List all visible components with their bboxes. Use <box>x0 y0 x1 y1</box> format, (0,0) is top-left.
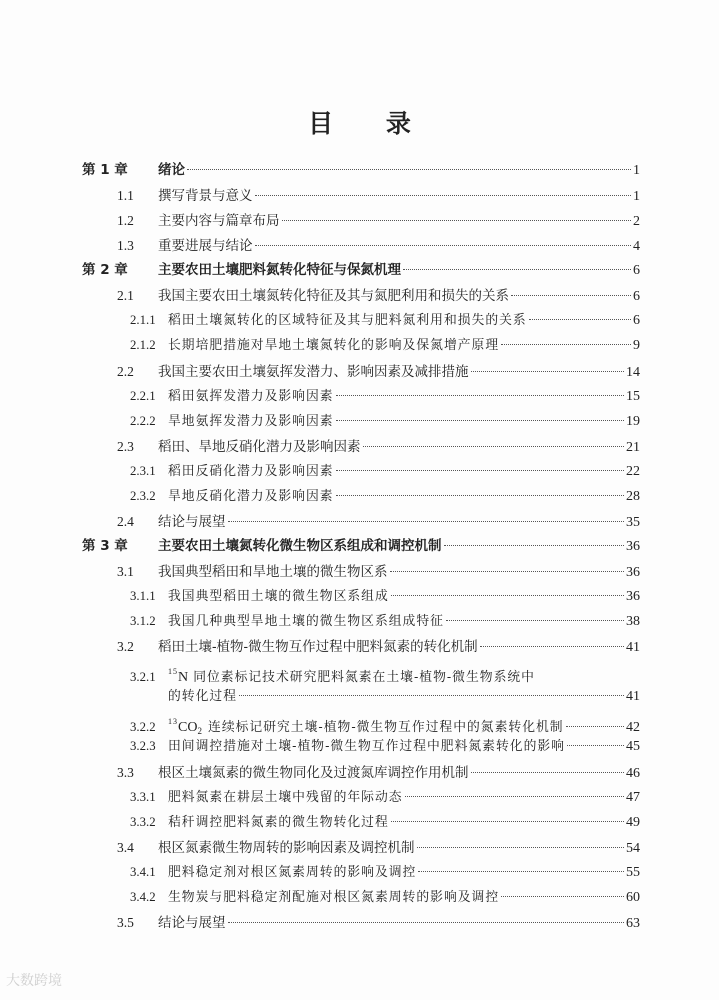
entry-number: 第 2 章 <box>82 262 128 279</box>
entry-title <box>168 308 527 333</box>
dot-leader <box>529 319 631 320</box>
dot-leader <box>480 646 624 647</box>
entry-title <box>168 409 334 434</box>
entry-title-text: 稻田氨挥发潜力及影响因素 <box>168 388 334 404</box>
toc-subsection[interactable] <box>82 459 640 484</box>
entry-title <box>158 836 415 861</box>
formula: CO <box>178 720 198 736</box>
entry-number: 3.2.2 <box>130 720 156 735</box>
entry-number: 2.3.1 <box>130 463 156 478</box>
entry-title-text: 我国主要农田土壤氮转化特征及其与氮肥利用和损失的关系 <box>158 288 509 305</box>
page-number: 6 <box>633 289 640 305</box>
entry-number: 3.4.1 <box>130 864 156 879</box>
subscript: 2 <box>197 726 203 737</box>
entry-number: 3.2.1 <box>130 670 156 685</box>
entry-number: 3.4 <box>117 839 134 855</box>
page-number: 41 <box>626 640 640 656</box>
dot-leader <box>336 395 624 396</box>
entry-number: 3.1.2 <box>130 614 156 629</box>
entry-title-text: 主要农田土壤肥料氮转化特征与保氮机理 <box>158 262 401 279</box>
entry-title <box>168 459 334 484</box>
toc-section[interactable] <box>82 760 640 785</box>
entry-title <box>158 184 253 209</box>
toc-chapter[interactable] <box>82 158 640 183</box>
page-number: 21 <box>626 439 640 455</box>
entry-title-text: 结论与展望 <box>158 513 226 530</box>
dot-leader <box>391 595 624 596</box>
dot-leader <box>403 269 631 270</box>
page-number: 60 <box>626 889 640 905</box>
entry-number: 3.2.3 <box>130 739 156 754</box>
entry-number: 2.1 <box>117 288 134 304</box>
dot-leader <box>336 470 624 471</box>
dot-leader <box>336 495 624 496</box>
entry-title <box>158 635 478 660</box>
toc-section[interactable] <box>82 559 640 584</box>
entry-title-text: 长期培肥措施对旱地土壤氮转化的影响及保氮增产原理 <box>168 338 500 354</box>
entry-number: 2.3.2 <box>130 488 156 503</box>
page-number: 42 <box>626 720 640 736</box>
page-number: 14 <box>626 364 640 380</box>
toc-subsection[interactable] <box>82 609 640 634</box>
entry-number: 1.3 <box>117 238 134 254</box>
page-number: 6 <box>633 263 640 279</box>
dot-leader <box>418 871 624 872</box>
entry-title <box>158 761 469 786</box>
entry-title <box>158 510 226 535</box>
entry-number: 1.2 <box>117 213 134 229</box>
superscript: 13 <box>168 717 178 727</box>
page-number: 15 <box>626 388 640 404</box>
entry-number: 3.5 <box>117 914 134 930</box>
entry-title <box>168 734 565 759</box>
entry-number: 3.4.2 <box>130 889 156 904</box>
entry-number: 2.3 <box>117 438 134 454</box>
entry-title-text: 根区土壤氮素的微生物同化及过渡氮库调控作用机制 <box>158 764 469 781</box>
page-number: 9 <box>633 338 640 354</box>
entry-title <box>168 384 334 409</box>
page-number: 6 <box>633 313 640 329</box>
entry-title-text: 旱地反硝化潜力及影响因素 <box>168 488 334 504</box>
page-number: 1 <box>633 163 640 178</box>
dot-leader <box>228 922 625 923</box>
toc-subsection[interactable] <box>82 734 640 759</box>
page-number: 47 <box>626 789 640 805</box>
entry-title-text: 撰写背景与意义 <box>158 188 253 205</box>
entry-number: 1.1 <box>117 188 134 204</box>
entry-title-text: 主要内容与篇章布局 <box>158 213 280 230</box>
dot-leader <box>405 796 624 797</box>
entry-title <box>158 209 280 234</box>
entry-title <box>168 609 444 634</box>
entry-title-text: 秸秆调控肥料氮素的微生物转化过程 <box>168 814 389 830</box>
entry-title <box>168 810 389 835</box>
entry-number: 3.1.1 <box>130 589 156 604</box>
dot-leader <box>255 245 632 246</box>
toc-section[interactable] <box>82 634 640 659</box>
dot-leader <box>390 571 625 572</box>
toc-subsection[interactable] <box>82 308 640 333</box>
entry-title-continued: 的转化过程 <box>168 689 237 705</box>
page-number: 38 <box>626 614 640 630</box>
page-number: 49 <box>626 814 640 830</box>
entry-number: 3.1 <box>117 564 134 579</box>
entry-number: 3.3 <box>117 764 134 780</box>
dot-leader <box>446 620 624 621</box>
entry-title <box>168 785 403 810</box>
entry-number: 2.1.2 <box>130 338 156 353</box>
entry-number: 2.2 <box>117 363 134 379</box>
entry-title-text: 绪论 <box>158 162 185 178</box>
toc-subsection[interactable] <box>82 810 640 835</box>
dot-leader <box>391 821 624 822</box>
entry-title-text: 肥料稳定剂对根区氮素周转的影响及调控 <box>168 864 417 880</box>
toc-subsection[interactable] <box>82 860 640 885</box>
page-number: 28 <box>626 488 640 504</box>
toc-section[interactable] <box>82 835 640 860</box>
dot-leader <box>282 220 632 221</box>
toc-subsection[interactable] <box>82 409 640 434</box>
page-number: 54 <box>626 840 640 856</box>
page-number: 35 <box>626 514 640 530</box>
entry-title-text: 连续标记研究土壤-植物-微生物互作过程中的氮素转化机制 <box>202 720 564 736</box>
toc-section[interactable] <box>82 910 640 935</box>
entry-title-text: 根区氮素微生物周转的影响因素及调控机制 <box>158 839 415 856</box>
entry-title <box>158 234 253 259</box>
formula: N <box>178 670 189 686</box>
entry-number: 2.4 <box>117 513 134 529</box>
superscript: 15 <box>168 667 178 677</box>
dot-leader <box>228 521 625 522</box>
entry-number: 第 3 章 <box>82 537 128 554</box>
entry-title-text: 结论与展望 <box>158 914 226 931</box>
entry-title <box>158 435 361 460</box>
dot-leader <box>363 446 625 447</box>
page-number: 36 <box>626 565 640 580</box>
entry-title-text: 肥料氮素在耕层土壤中残留的年际动态 <box>168 789 403 805</box>
page-number: 4 <box>633 239 640 255</box>
entry-title-text: 生物炭与肥料稳定剂配施对根区氮素周转的影响及调控 <box>168 889 500 905</box>
page-number: 19 <box>626 413 640 429</box>
dot-leader <box>501 344 631 345</box>
page-number: 55 <box>626 864 640 880</box>
toc-section[interactable] <box>82 183 640 208</box>
dot-leader <box>471 371 625 372</box>
toc-section[interactable] <box>82 233 640 258</box>
toc-section[interactable] <box>82 283 640 308</box>
entry-title-text: 稻田、旱地反硝化潜力及影响因素 <box>158 438 361 455</box>
toc-chapter[interactable] <box>82 258 640 283</box>
entry-title <box>168 885 499 910</box>
watermark: 大数跨境 <box>6 973 62 989</box>
entry-number: 2.1.1 <box>130 313 156 328</box>
dot-leader <box>471 772 625 773</box>
entry-title-text: 稻田土壤氮转化的区域特征及其与肥料氮利用和损失的关系 <box>168 313 527 329</box>
page-number: 45 <box>626 739 640 755</box>
entry-title-text: 田间调控措施对土壤-植物-微生物互作过程中肥料氮素转化的影响 <box>168 739 565 755</box>
toc-section[interactable] <box>82 434 640 459</box>
entry-title <box>158 258 401 283</box>
dot-leader <box>255 195 632 196</box>
entry-title-text: 我国主要农田土壤氨挥发潜力、影响因素及减排措施 <box>158 363 469 380</box>
entry-title <box>158 158 185 183</box>
dot-leader <box>511 295 631 296</box>
toc-subsection[interactable] <box>82 885 640 910</box>
toc-subsection[interactable] <box>82 659 640 684</box>
entry-title <box>158 911 226 936</box>
page-number: 1 <box>633 189 640 205</box>
entry-title-text: 旱地氨挥发潜力及影响因素 <box>168 413 334 429</box>
page-number: 36 <box>626 589 640 605</box>
page-number: 46 <box>626 765 640 781</box>
dot-leader <box>501 896 624 897</box>
dot-leader <box>239 695 624 696</box>
entry-title <box>158 534 442 559</box>
entry-title <box>158 560 388 585</box>
entry-title-text: 重要进展与结论 <box>158 238 253 255</box>
toc-subsection[interactable] <box>82 709 640 737</box>
dot-leader <box>566 726 624 727</box>
entry-title <box>168 333 499 358</box>
entry-title <box>168 584 389 609</box>
toc-subsection[interactable] <box>82 333 640 358</box>
entry-title-text: 同位素标记技术研究肥料氮素在土壤-植物-微生物系统中 <box>188 670 535 686</box>
toc-section[interactable] <box>82 208 640 233</box>
dot-leader <box>444 545 625 546</box>
page-number: 22 <box>626 463 640 479</box>
page-title: 目 录 <box>308 109 433 138</box>
entry-title <box>168 484 334 509</box>
entry-title-text: 我国典型稻田和旱地土壤的微生物区系 <box>158 564 388 580</box>
dot-leader <box>567 745 624 746</box>
toc-subsection[interactable] <box>82 785 640 810</box>
entry-number: 3.3.1 <box>130 789 156 804</box>
toc-subsection[interactable] <box>82 384 640 409</box>
page-number: 63 <box>626 915 640 931</box>
entry-number: 2.2.2 <box>130 413 156 428</box>
entry-title-text: 我国典型稻田土壤的微生物区系组成 <box>168 589 389 605</box>
toc-section[interactable] <box>82 509 640 534</box>
entry-title-text: 我国几种典型旱地土壤的微生物区系组成特征 <box>168 614 444 630</box>
entry-title-text: 稻田反硝化潜力及影响因素 <box>168 463 334 479</box>
toc-subsection[interactable] <box>82 484 640 509</box>
page-number: 2 <box>633 214 640 230</box>
entry-number: 3.3.2 <box>130 814 156 829</box>
page-number: 36 <box>626 538 640 554</box>
dot-leader <box>417 847 625 848</box>
entry-title <box>168 860 416 885</box>
table-of-contents <box>82 158 640 935</box>
dot-leader <box>336 420 624 421</box>
entry-title <box>158 284 509 309</box>
toc-chapter[interactable] <box>82 534 640 559</box>
entry-number: 第 1 章 <box>82 162 128 178</box>
entry-number: 3.2 <box>117 639 134 655</box>
entry-title <box>158 360 469 385</box>
entry-number: 2.2.1 <box>130 388 156 403</box>
toc-section[interactable] <box>82 359 640 384</box>
dot-leader <box>187 169 631 170</box>
toc-subsection[interactable] <box>82 584 640 609</box>
entry-title-text: 主要农田土壤氮转化微生物区系组成和调控机制 <box>158 537 442 554</box>
entry-title-text: 稻田土壤-植物-微生物互作过程中肥料氮素的转化机制 <box>158 639 478 656</box>
page-number: 41 <box>626 689 640 705</box>
